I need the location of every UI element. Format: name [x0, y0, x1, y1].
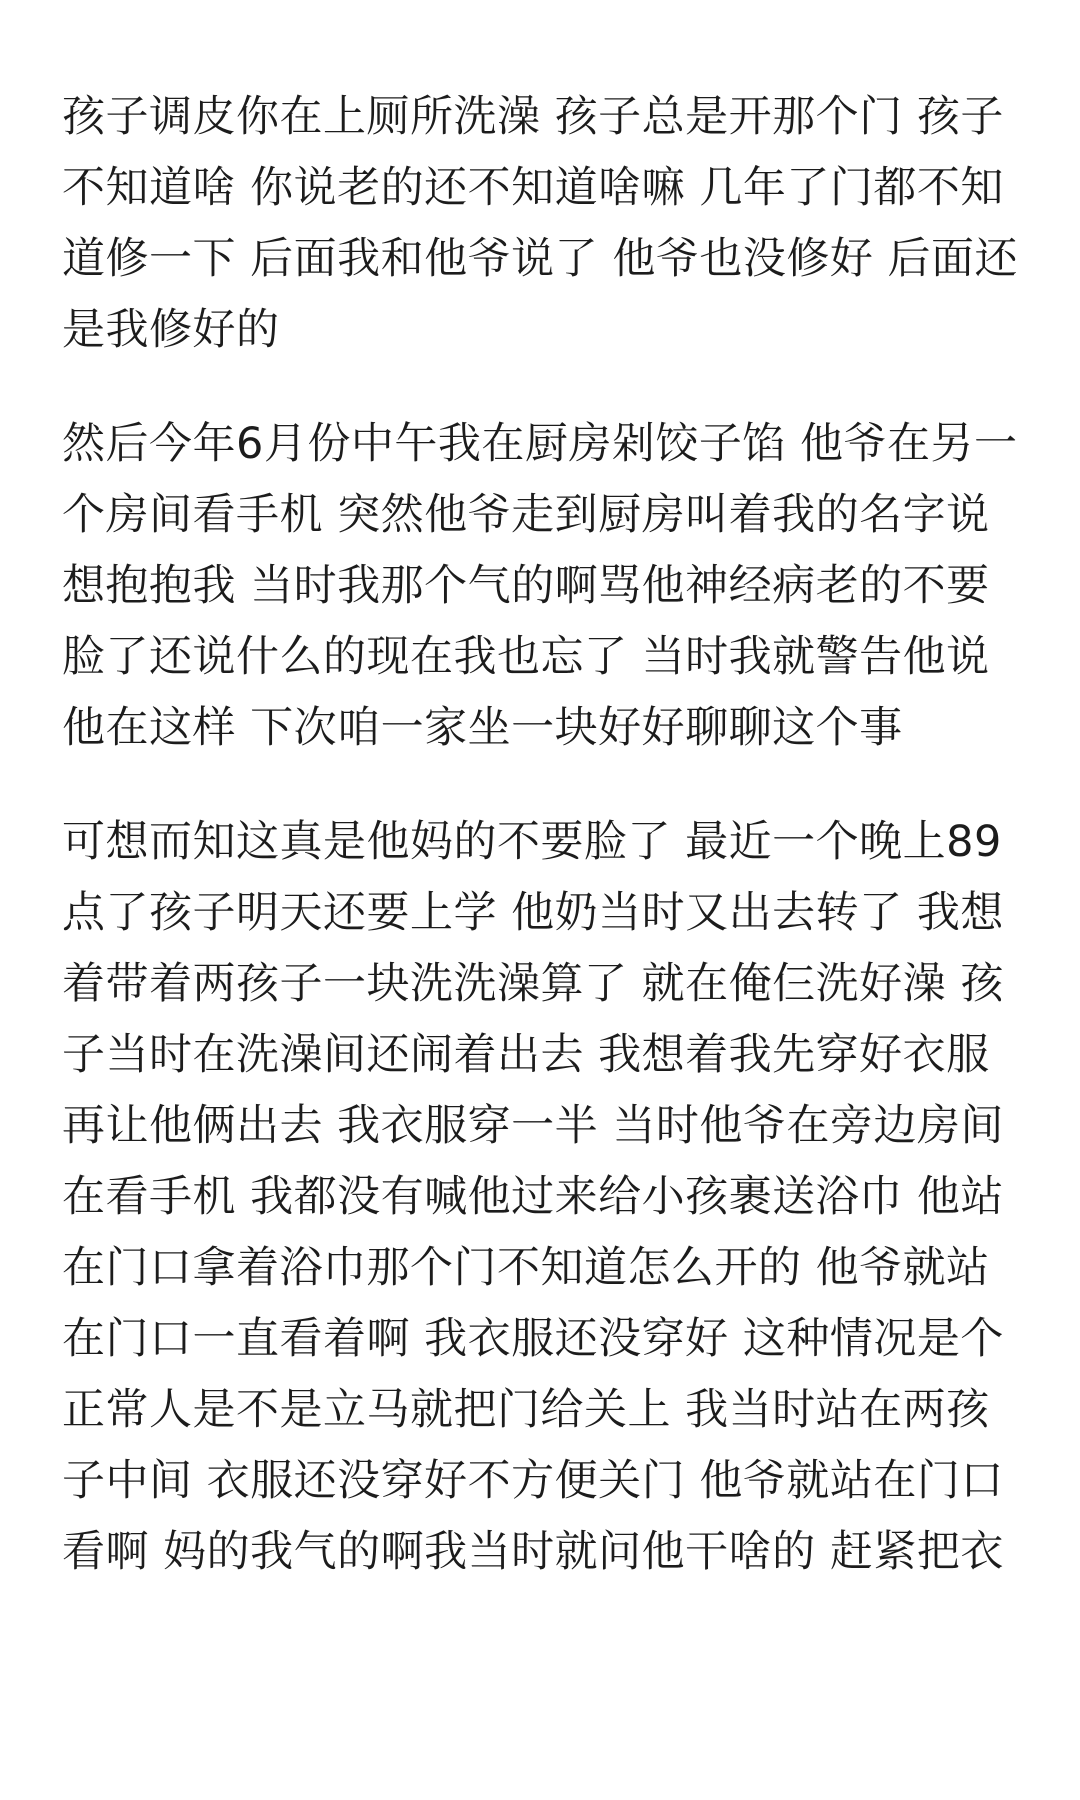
article-body — [62, 82, 1022, 1631]
paragraph-3: 可想而知这真是他妈的不要脸了 最近一个晚上89 点了孩子明天还要上学 他奶当时又出去转了 我想 着带着两孩子一块洗洗澡算了 就在俺仨洗好澡 孩 子当时在洗澡间还闹着出去 我想着我先穿好衣服 再让他俩出去 我衣服穿一半 当时他爷在旁边房间 在看手机 我都没有喊他过来给小孩裹送浴巾 他站 在门口拿着浴巾那个门不知道怎么开的 他爷就站 在门口一直看着啊 我衣服还没穿好 这种情况是个 正常人是不是立马就把门给关上 我当时站在两孩 子中间 衣服还没穿好不方便关门 他爷就站在门口 看啊 妈的我气的啊我当时就问他干啥的 赶紧把衣 — [62, 817, 1004, 1577]
paragraph-2: 然后今年6月份中午我在厨房剁饺子馅 他爷在另一 个房间看手机 突然他爷走到厨房叫着我的名字说 想抱抱我 当时我那个气的啊骂他神经病老的不要 脸了还说什么的现在我也忘了 当时我就警告他说 他在这样 下次咱一家坐一块好好聊聊这个事 — [62, 419, 1018, 753]
paragraph-1: 孩子调皮你在上厕所洗澡 孩子总是开那个门 孩子 不知道啥 你说老的还不知道啥嘛 几年了门都不知 道修一下 后面我和他爷说了 他爷也没修好 后面还 是我修好的 — [62, 92, 1019, 355]
